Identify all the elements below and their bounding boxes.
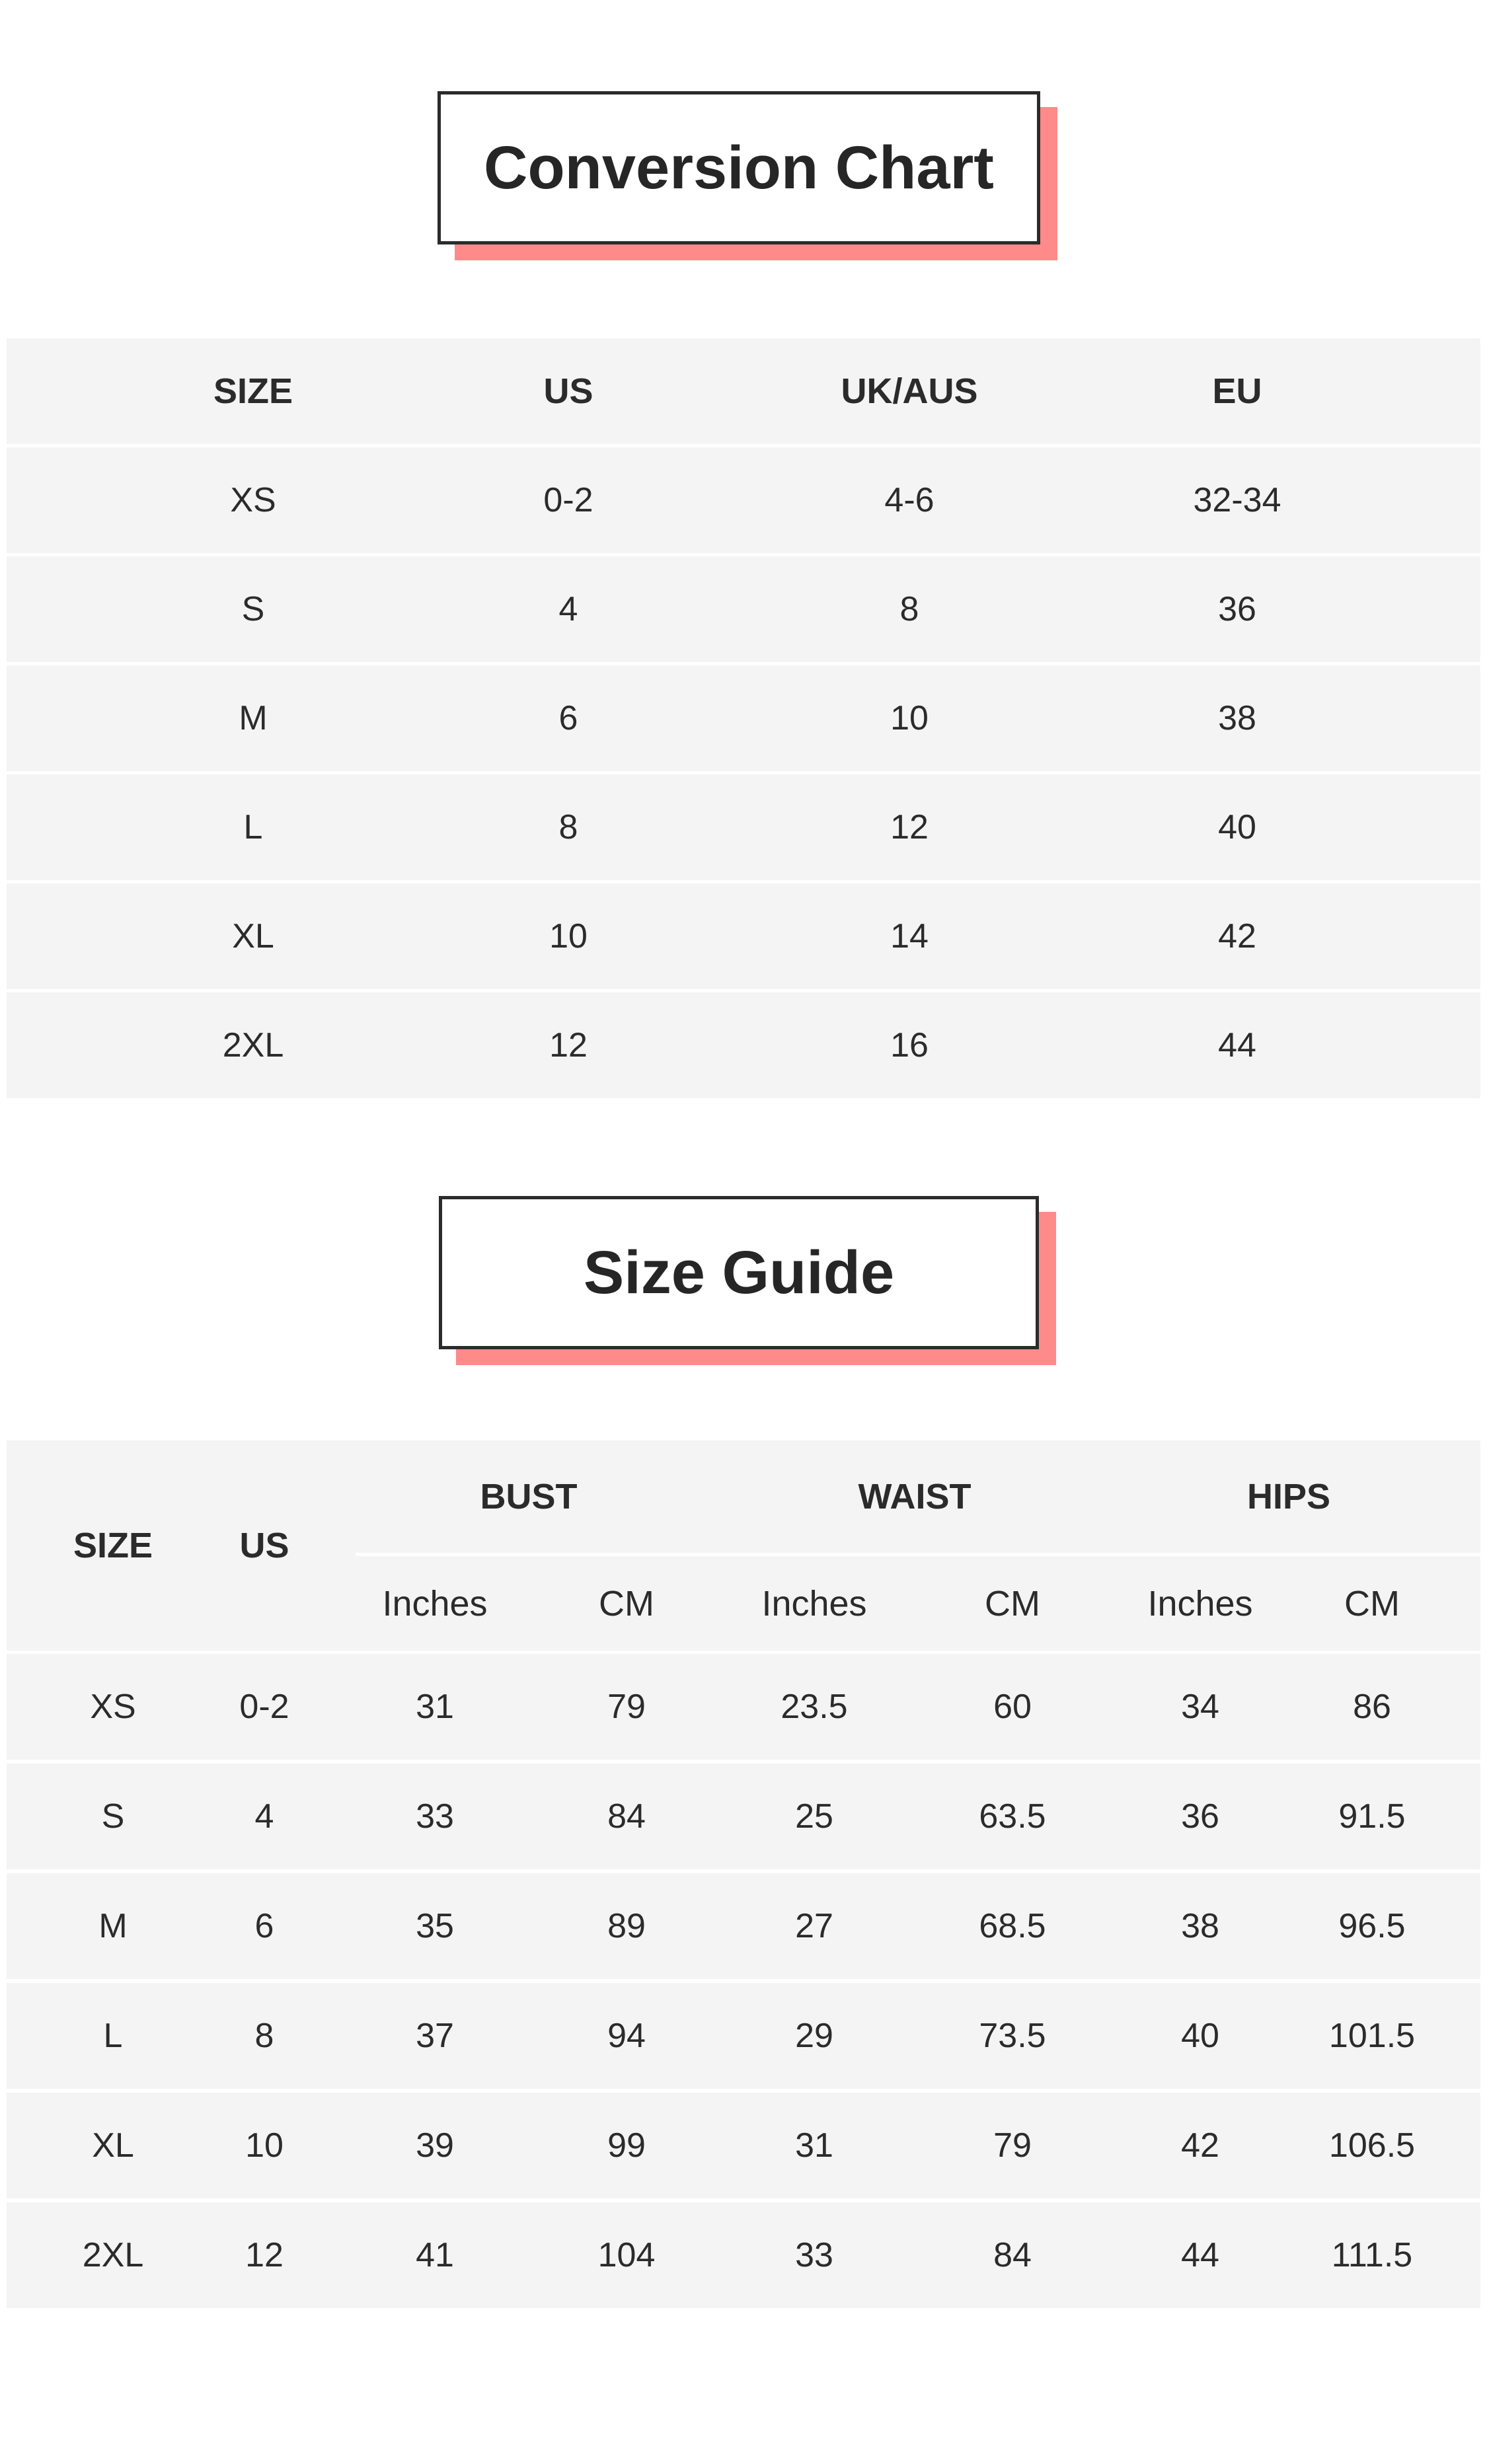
size-guide-cell: 79 [993, 2126, 1032, 2165]
size-guide-cell: 0-2 [239, 1688, 289, 1726]
size-guide-header-us: US [239, 1526, 289, 1565]
size-guide-cell: 63.5 [979, 1797, 1046, 1836]
size-guide-cell: 23.5 [781, 1688, 848, 1726]
size-guide-header-hips: HIPS [1246, 1477, 1331, 1516]
conversion-cell: 16 [890, 1026, 929, 1064]
size-guide-cell: 10 [245, 2126, 284, 2165]
size-guide-cell: 34 [1181, 1688, 1219, 1726]
size-guide-cell: 99 [607, 2126, 646, 2165]
conversion-header-row [7, 338, 1480, 444]
size-guide-cell: 73.5 [979, 2017, 1046, 2055]
conversion-cell: 40 [1218, 808, 1256, 846]
size-guide-cell: 86 [1353, 1688, 1391, 1726]
size-guide-cell: 91.5 [1338, 1797, 1406, 1836]
conversion-cell: L [243, 808, 263, 846]
conversion-cell: 12 [549, 1026, 588, 1064]
size-guide-header-size: SIZE [73, 1526, 153, 1565]
size-guide-header-bust: BUST [480, 1477, 578, 1516]
size-guide-cell: 84 [607, 1797, 646, 1836]
conversion-cell: 2XL [222, 1026, 284, 1064]
conversion-cell: 8 [899, 590, 919, 628]
conversion-header-cell: US [543, 371, 593, 411]
conversion-table-row [7, 447, 1480, 553]
conversion-table-row [7, 665, 1480, 771]
size-guide-cell: 89 [607, 1907, 646, 1945]
conversion-table-row [7, 556, 1480, 662]
conversion-title: Conversion Chart [438, 91, 1040, 244]
size-guide-cell: 31 [795, 2126, 833, 2165]
size-guide-cell: 33 [416, 1797, 454, 1836]
conversion-cell: M [239, 699, 268, 737]
size-guide-cell: XL [92, 2126, 134, 2165]
conversion-cell: XL [232, 917, 274, 955]
size-guide-header [7, 1440, 1480, 1651]
size-guide-cell: 106.5 [1328, 2126, 1416, 2165]
size-guide-cell: 35 [416, 1907, 454, 1945]
size-guide-cell: 94 [607, 2017, 646, 2055]
size-guide-sub-hips-inches: Inches [1147, 1583, 1253, 1624]
size-guide-cell: 96.5 [1338, 1907, 1406, 1945]
size-guide-cell: 39 [416, 2126, 454, 2165]
size-guide-cell: 79 [607, 1688, 646, 1726]
size-guide-sub-waist-cm: CM [985, 1583, 1040, 1624]
size-guide-sub-waist-inches: Inches [761, 1583, 867, 1624]
size-guide-table-row [7, 1983, 1480, 2089]
size-guide-header-waist: WAIST [858, 1477, 972, 1516]
conversion-cell: 4-6 [884, 481, 934, 519]
conversion-table-row [7, 992, 1480, 1098]
size-guide-cell: 38 [1181, 1907, 1219, 1945]
size-guide-table-row [7, 2202, 1480, 2308]
size-guide-cell: 4 [254, 1797, 274, 1836]
size-guide-cell: 42 [1181, 2126, 1219, 2165]
size-guide-cell: L [103, 2017, 123, 2055]
size-guide-cell: 68.5 [979, 1907, 1046, 1945]
conversion-cell: 0-2 [543, 481, 593, 519]
conversion-cell: 6 [558, 699, 578, 737]
size-guide-header-divider [356, 1553, 1480, 1556]
size-guide-cell: 25 [795, 1797, 833, 1836]
size-guide-cell: 27 [795, 1907, 833, 1945]
conversion-cell: S [241, 590, 265, 628]
conversion-cell: 32-34 [1193, 481, 1281, 519]
conversion-cell: 4 [558, 590, 578, 628]
size-guide-cell: 12 [245, 2236, 284, 2274]
size-guide-table-row [7, 1654, 1480, 1760]
size-guide-cell: 101.5 [1328, 2017, 1416, 2055]
conversion-table-row [7, 774, 1480, 880]
size-guide-cell: 44 [1181, 2236, 1219, 2274]
size-guide-table-row [7, 1764, 1480, 1869]
size-guide-cell: 104 [597, 2236, 656, 2274]
conversion-cell: 44 [1218, 1026, 1256, 1064]
conversion-cell: 42 [1218, 917, 1256, 955]
size-guide-cell: 33 [795, 2236, 833, 2274]
size-guide-title: Size Guide [439, 1196, 1039, 1349]
size-guide-sub-bust-cm: CM [599, 1583, 654, 1624]
size-guide-cell: 36 [1181, 1797, 1219, 1836]
conversion-cell: 10 [549, 917, 588, 955]
size-guide-cell: S [101, 1797, 125, 1836]
size-guide-sub-hips-cm: CM [1344, 1583, 1400, 1624]
conversion-header-cell: UK/AUS [841, 371, 978, 411]
conversion-cell: 10 [890, 699, 929, 737]
conversion-header-cell: EU [1212, 371, 1262, 411]
conversion-cell: 14 [890, 917, 929, 955]
size-guide-cell: 31 [416, 1688, 454, 1726]
size-guide-cell: 6 [254, 1907, 274, 1945]
size-guide-cell: 2XL [82, 2236, 144, 2274]
size-guide-cell: 60 [993, 1688, 1032, 1726]
size-guide-cell: 111.5 [1331, 2236, 1413, 2274]
size-guide-cell: 29 [795, 2017, 833, 2055]
conversion-cell: XS [230, 481, 276, 519]
size-guide-cell: 37 [416, 2017, 454, 2055]
conversion-cell: 36 [1218, 590, 1256, 628]
conversion-header-cell: SIZE [213, 371, 293, 411]
conversion-cell: 8 [558, 808, 578, 846]
conversion-table-row [7, 883, 1480, 989]
size-guide-cell: M [98, 1907, 128, 1945]
size-guide-cell: 41 [416, 2236, 454, 2274]
size-guide-cell: 40 [1181, 2017, 1219, 2055]
size-guide-table-row [7, 1873, 1480, 1979]
size-guide-cell: XS [90, 1688, 136, 1726]
conversion-cell: 12 [890, 808, 929, 846]
size-guide-cell: 84 [993, 2236, 1032, 2274]
size-guide-table-row [7, 2093, 1480, 2198]
conversion-cell: 38 [1218, 699, 1256, 737]
size-guide-cell: 8 [254, 2017, 274, 2055]
size-guide-sub-bust-inches: Inches [382, 1583, 488, 1624]
